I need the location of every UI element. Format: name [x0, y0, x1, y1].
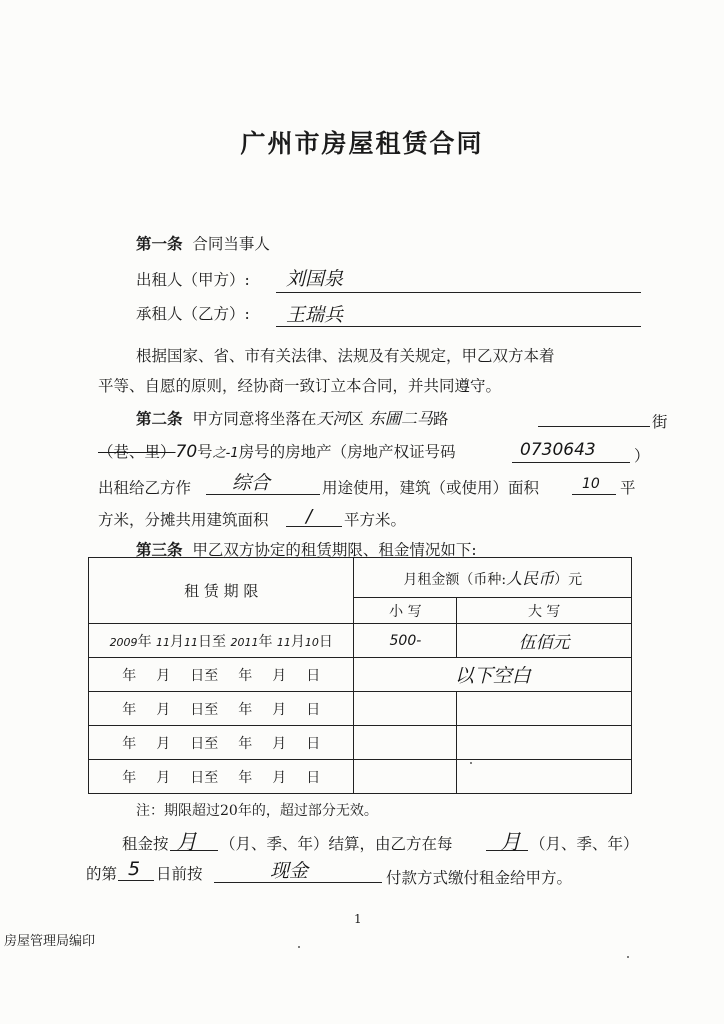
period-cell: [89, 658, 354, 692]
article-2-t6: 号: [197, 443, 213, 461]
period-header: 租 赁 期 限: [89, 558, 354, 624]
small-amount-cell[interactable]: [354, 726, 457, 760]
unit-day: 日: [306, 769, 321, 786]
settle-t3: （月、季、年）: [530, 835, 639, 853]
paragraph-line-1: 根据国家、省、市有关法律、法规及有关规定，甲乙双方本着: [136, 347, 555, 365]
page-number: 1: [354, 912, 362, 926]
big-amount-cell[interactable]: [457, 624, 632, 658]
footer-publisher: 房屋管理局编印: [4, 934, 96, 949]
unit-year: 年: [122, 701, 137, 718]
article-2-line-2: [98, 440, 456, 462]
article-2-t13: 平方米。: [344, 511, 407, 529]
small-amount[interactable]: 500-: [389, 632, 422, 649]
big-amount-cell[interactable]: [457, 726, 632, 760]
article-2-t12: 方米，分摊共用建筑面积: [98, 511, 269, 529]
start-day[interactable]: 11: [184, 635, 199, 649]
settle-t6: 付款方式缴付租金给甲方。: [386, 869, 573, 887]
unit-day-to: 日至: [190, 769, 219, 786]
currency-value[interactable]: 人民币: [506, 569, 555, 588]
table-row: [89, 658, 632, 692]
period-cell: [89, 760, 354, 794]
settle-t4: 的第: [86, 865, 118, 883]
article-2-line-1: [136, 406, 448, 429]
unit-month: 月: [170, 633, 185, 650]
unit-day-to: 日至: [190, 667, 219, 684]
unit-month: 月: [156, 701, 171, 718]
small-amount-cell[interactable]: [354, 624, 457, 658]
unit-year: 年: [122, 667, 137, 684]
article-2-heading: 第二条: [136, 409, 183, 428]
table-row: [89, 760, 632, 794]
area-value[interactable]: 10: [582, 476, 600, 492]
article-2-t4: 街: [652, 413, 668, 431]
article-2-t8: ）: [634, 447, 650, 465]
paragraph-line-2: 平等、自愿的原则，经协商一致订立本合同，并共同遵守。: [98, 377, 502, 395]
unit-year: 年: [238, 667, 253, 684]
unit-month: 月: [272, 667, 287, 684]
unit-month: 月: [290, 633, 305, 650]
article-3-heading: 第三条: [136, 540, 183, 559]
note: 注：期限超过20年的，超过部分无效。: [136, 803, 378, 819]
end-day[interactable]: 10: [304, 635, 319, 649]
big-amount-cell[interactable]: [457, 760, 632, 794]
settle-t5: 日前按: [156, 865, 203, 883]
article-1-heading: 第一条: [136, 234, 183, 253]
unit-day-to: 日至: [190, 701, 219, 718]
number-value[interactable]: 70: [175, 442, 198, 462]
small-header: 小 写: [354, 598, 457, 624]
article-2-t5: （巷、里）: [98, 443, 176, 461]
table-row: [89, 692, 632, 726]
road-value[interactable]: 东圃二马: [368, 409, 433, 428]
unit-month: 月: [272, 701, 287, 718]
cert-underline: [512, 462, 630, 463]
start-year[interactable]: 2009: [109, 635, 138, 649]
lessor-underline: [276, 292, 641, 293]
unit-day: 日: [306, 735, 321, 752]
blank-note: 以下空白: [454, 665, 531, 687]
unit-year: 年: [122, 769, 137, 786]
article-2-t2: 区: [348, 410, 364, 428]
end-year[interactable]: 2011: [230, 635, 259, 649]
unit-month: 月: [272, 769, 287, 786]
blank-note-cell: [354, 658, 632, 692]
lessee-label: 承租人（乙方）:: [136, 305, 250, 323]
scan-speck: [298, 946, 300, 948]
period-cell: [89, 726, 354, 760]
article-2-t10: 用途使用，建筑（或使用）面积: [322, 479, 540, 497]
unit-year: 年: [238, 735, 253, 752]
unit-day: 日: [306, 701, 321, 718]
settle-pay-period-value[interactable]: 月: [500, 830, 521, 854]
article-2-t7: 房号的房地产（房地产权证号码: [238, 443, 456, 461]
rent-header: [354, 558, 632, 598]
unit-year: 年: [258, 633, 273, 650]
rent-header-label: 月租金额（币种:: [403, 572, 507, 588]
unit-month: 月: [156, 667, 171, 684]
unit-year: 年: [137, 633, 152, 650]
settle-day-value[interactable]: 5: [128, 858, 141, 880]
shared-underline: [286, 526, 342, 527]
article-2-t1: 甲方同意将坐落在: [192, 410, 317, 428]
small-amount-cell[interactable]: [354, 692, 457, 726]
big-amount[interactable]: 伍佰元: [518, 633, 570, 653]
settle-t1: 租金按: [122, 835, 169, 853]
article-2-t11: 平: [620, 479, 636, 497]
unit-year: 年: [122, 735, 137, 752]
room-value[interactable]: 之-1: [212, 446, 239, 461]
unit-year: 年: [238, 769, 253, 786]
rent-header-end: ）元: [554, 572, 583, 588]
unit-month: 月: [156, 735, 171, 752]
lease-table: [88, 557, 632, 794]
shared-value[interactable]: /: [306, 506, 313, 527]
settle-method-value[interactable]: 现金: [270, 860, 309, 882]
table-row: [89, 726, 632, 760]
unit-day: 日: [306, 667, 321, 684]
article-2-t9: 出租给乙方作: [98, 479, 192, 497]
article-2-t3: 路: [432, 410, 449, 428]
big-header: 大 写: [457, 598, 632, 624]
document-title: 广州市房屋租赁合同: [240, 129, 484, 158]
scan-speck: [627, 956, 629, 958]
article-1-text: 合同当事人: [192, 235, 270, 253]
unit-month: 月: [272, 735, 287, 752]
unit-month: 月: [156, 769, 171, 786]
period-cell: [89, 692, 354, 726]
table-row: [89, 624, 632, 658]
unit-day-to: 日至: [190, 735, 219, 752]
use-value[interactable]: 综合: [232, 472, 271, 494]
settle-v3-underline: [118, 880, 154, 881]
district-value[interactable]: 天河: [316, 409, 349, 428]
lessor-label: 出租人（甲方）:: [136, 271, 250, 289]
area-underline: [572, 494, 616, 495]
period-cell: [89, 624, 354, 658]
article-3-text: 甲乙双方协定的租赁期限、租金情况如下:: [192, 541, 477, 559]
street-underline: [538, 426, 650, 427]
unit-year: 年: [238, 701, 253, 718]
end-month[interactable]: 11: [276, 635, 291, 649]
cert-value[interactable]: 0730643: [520, 440, 596, 460]
article-1-line: [136, 232, 270, 254]
big-amount-cell[interactable]: [457, 692, 632, 726]
settle-period-value[interactable]: 月: [176, 830, 197, 854]
lessee-name[interactable]: 王瑞兵: [286, 304, 344, 326]
lessor-name[interactable]: 刘国泉: [286, 268, 344, 290]
unit-day-to: 日至: [198, 633, 227, 650]
small-amount-cell[interactable]: [354, 760, 457, 794]
start-month[interactable]: 11: [156, 635, 171, 649]
settle-t2: （月、季、年）结算，由乙方在每: [220, 835, 453, 853]
unit-day: 日: [318, 633, 333, 650]
scan-speck: [470, 762, 472, 764]
